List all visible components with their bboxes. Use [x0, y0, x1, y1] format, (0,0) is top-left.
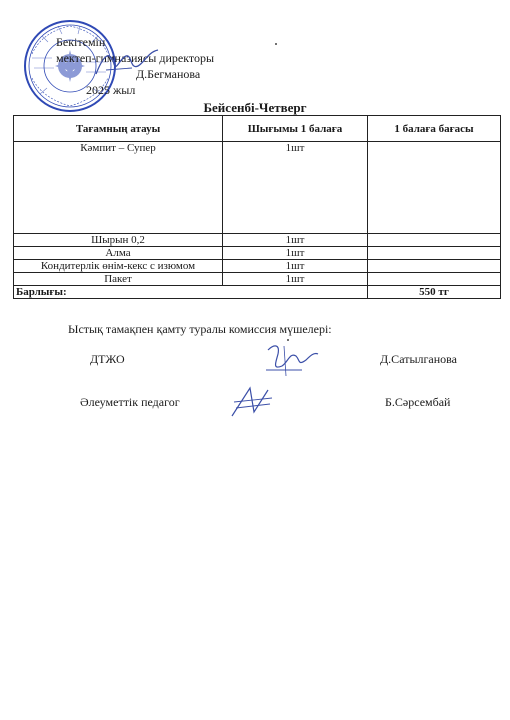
member-signature-icon	[228, 382, 276, 420]
portion-cell: 1шт	[223, 234, 368, 247]
commission-title: Ыстық тамақпен қамту туралы комиссия мүшелері:	[68, 322, 332, 336]
approval-line-1: Бекітемін	[56, 35, 106, 49]
header-portion: Шығымы 1 балаға	[223, 116, 368, 142]
dish-name-cell: Кондитерлік өнім-кекс с изюмом	[14, 260, 223, 273]
table-row	[14, 142, 501, 234]
dish-name-cell: Кәмпит – Супер	[14, 142, 223, 234]
member-signature-icon	[262, 340, 322, 378]
portion-cell: 1шт	[223, 273, 368, 286]
member-role: Әлеуметтік педагог	[80, 395, 180, 409]
member-name: Д.Сатылганова	[380, 352, 458, 366]
approval-line-4: 2025 жыл	[86, 83, 136, 97]
director-signature-icon	[92, 44, 162, 84]
portion-cell: 1шт	[223, 142, 368, 234]
header-dish-name: Тағамның атауы	[14, 116, 223, 142]
portion-cell: 1шт	[223, 260, 368, 273]
approval-line-3: Д.Бегманова	[136, 67, 201, 81]
header-price: 1 балаға бағасы	[368, 116, 501, 142]
member-name: Б.Сәрсембай	[385, 395, 451, 409]
approval-line-2: мектеп-гимназиясы директоры	[56, 51, 215, 65]
table-row	[14, 247, 501, 260]
table-header-row	[14, 116, 501, 142]
page-title: Бейсенбі-Четверг	[203, 100, 307, 115]
scan-dot	[275, 43, 277, 45]
table-row	[14, 234, 501, 247]
price-cell	[368, 142, 501, 234]
member-role: ДТЖО	[90, 352, 125, 366]
menu-table	[13, 115, 501, 299]
price-cell	[368, 260, 501, 273]
price-cell	[368, 273, 501, 286]
total-value: 550 тг	[368, 286, 501, 299]
table-row	[14, 273, 501, 286]
total-label: Барлығы:	[14, 286, 368, 299]
table-row	[14, 260, 501, 273]
dish-name-cell: Шырын 0,2	[14, 234, 223, 247]
portion-cell: 1шт	[223, 247, 368, 260]
price-cell	[368, 234, 501, 247]
table-total-row	[14, 286, 501, 299]
price-cell	[368, 247, 501, 260]
dish-name-cell: Алма	[14, 247, 223, 260]
dish-name-cell: Пакет	[14, 273, 223, 286]
